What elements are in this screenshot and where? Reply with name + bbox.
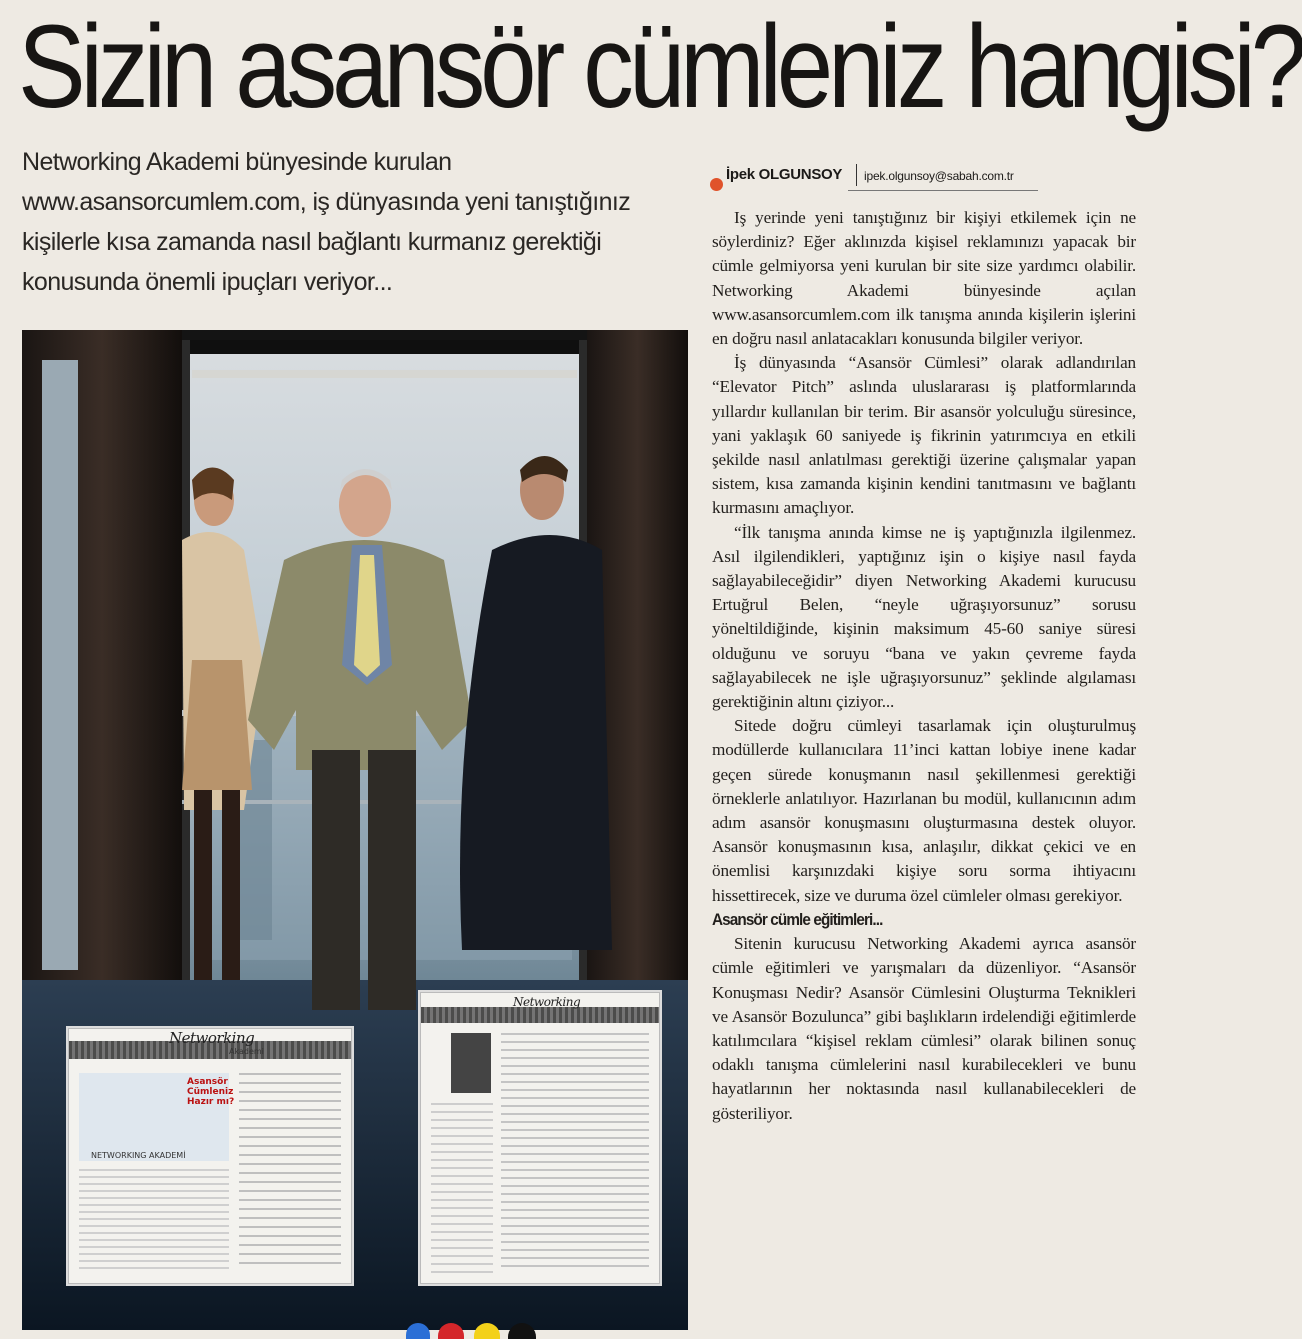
website-screenshot-home <box>68 1028 352 1284</box>
elevator-photo <box>22 330 688 1330</box>
byline-rule <box>848 190 1038 191</box>
site-logo-sub: Akademi <box>229 1047 264 1056</box>
body-paragraph: “İlk tanışma anında kimse ne iş yaptığınızla ilgilenmez. Asıl ilgilendikleri, yaptığınız işin o kişiye nasıl fayda sağlayabileceğidir” diyen Networking Akademi kurucusu Ertuğrul Belen, “neyle uğraşıyorsunuz” sorusu yöneltildiğinde, kişinin maksimum 45-60 saniye süresi olduğunu ve soruyu “bana ve yakın çevreme fayda sağlayabilecek ne işle uğraşıyorsunuz” şeklinde algılaması gerektiğinin altını çiziyor... <box>712 522 1136 712</box>
site-portrait <box>451 1033 491 1093</box>
site-logo: Networking <box>169 1029 255 1047</box>
byline-dot-icon <box>710 178 723 191</box>
site-caption: NETWORKING AKADEMİ <box>91 1151 186 1160</box>
headline: Sizin asansör cümleniz hangisi? <box>18 1 1302 133</box>
article-body <box>712 206 1136 1126</box>
website-screenshot-inner <box>420 992 660 1284</box>
section-subheading: Asansör cümle eğitimleri... <box>712 909 883 929</box>
lead-paragraph <box>22 142 682 302</box>
author-email[interactable]: ipek.olgunsoy@sabah.com.tr <box>864 169 1014 183</box>
body-paragraph: Sitede doğru cümleyi tasarlamak için oluşturulmuş modüllerde kullanıcılara 11’inci kattan lobiye inene kadar geçen sürede konuşmanın nasıl şekillenmesi gerektiği örneklerle anlatılıyor. Hazırlanan bu modül, kullanıcının adım adım asansör konuşmasını oluşturmasına destek oluyor. Asansör konuşmasının kısa, anlaşılır, dikkat çekici ve en önemlisi karşınızdaki kişiye soru sorma ihtiyacını hissettirecek, size ve duruma özel cümleler olması gerekiyor. <box>712 716 1136 905</box>
body-paragraph: İş dünyasında “Asansör Cümlesi” olarak adlandırılan “Elevator Pitch” aslında uluslararası iş platformlarında yıllardır kullanılan bir terim. Bir asansör yolculuğu süresince, yani yaklaşık 60 saniyede iş fikrinin yatırımcıya en etkili şekilde nasıl anlatılması gerektiği üzerine çalışmalar yapan sistem, kısa zamanda kişinin kendini tanıtmasını ve bağlantı kurmasını amaçlıyor. <box>712 353 1136 518</box>
lead-line: Networking Akademi bünyesinde kurulan <box>22 148 452 176</box>
site-logo: Networking <box>513 995 581 1009</box>
body-paragraph: Sitenin kurucusu Networking Akademi ayrıca asansör cümle eğitimleri ve yarışmaları da düzenliyor. “Asansör Konuşması Nedir? Asansör Cümlesini Oluşturma Teknikleri ve Asansör Bozulunca” gibi başlıkların irdelendiği eğitimlerde katılımcılara “kişisel reklam cümlesi” olarak bilinen sonuç odaklı tanışma cümlelerini nasıl kurabilecekleri ve bunu hayatlarının her noktasında nasıl kullanabilecekleri de gösteriliyor. <box>712 934 1136 1123</box>
body-paragraph: Iş yerinde yeni tanıştığınız bir kişiyi etkilemek için ne söylerdiniz? Eğer aklınızda kişisel reklamınızı yapacak bir cümle gelmiyorsa yeni kurulan bir site size yardımcı olabilir. Networking Akademi bünyesinde açılan www.asansorcumlem.com ilk tanışma anında kişilerin işlerini en doğru nasıl anlatacakları konusunda bilgiler veriyor. <box>712 208 1136 349</box>
byline-divider <box>856 164 857 186</box>
author-name: İpek OLGUNSOY <box>726 166 843 183</box>
site-banner: Asansör Cümleniz Hazır mı? <box>187 1077 235 1107</box>
lead-line: www.asansorcumlem.com, iş dünyasında yeni tanıştığınız <box>22 188 631 216</box>
lead-line: kişilerle kısa zamanda nasıl bağlantı kurmanız gerektiği <box>22 228 602 256</box>
lead-line: konusunda önemli ipuçları veriyor... <box>22 268 393 296</box>
byline <box>710 164 1040 192</box>
